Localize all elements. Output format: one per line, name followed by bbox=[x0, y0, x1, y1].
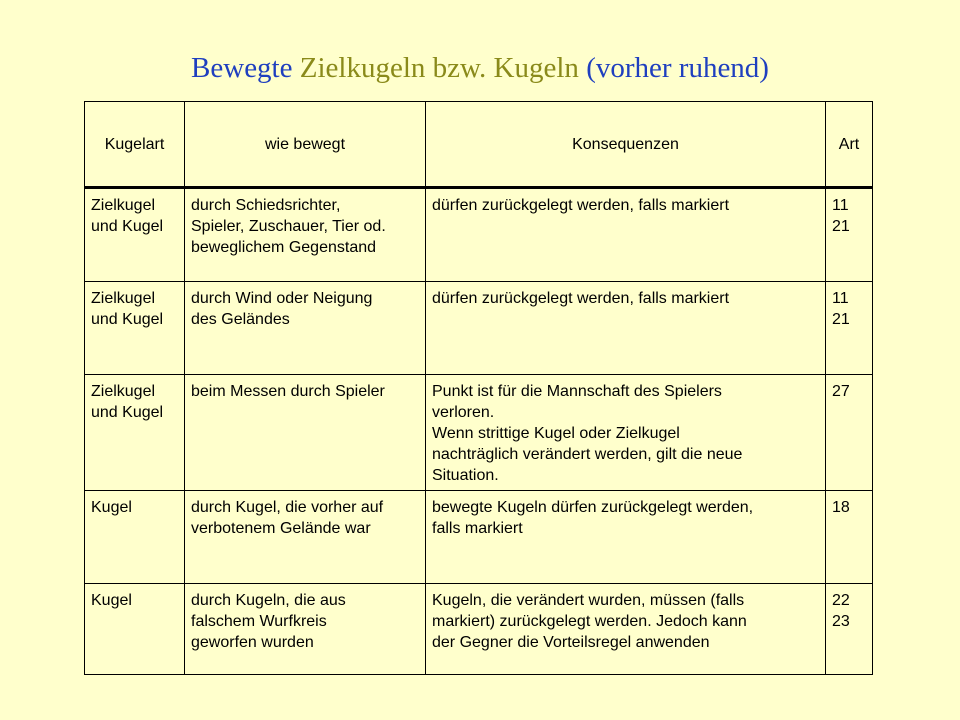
cell-konsequenzen: Punkt ist für die Mannschaft des Spielers verloren. Wenn strittige Kugel oder Zielkugel nachträglich verändert werden, gilt die neue Situation. bbox=[426, 375, 826, 491]
cell-wie-bewegt: durch Schiedsrichter, Spieler, Zuschauer, Tier od. beweglichem Gegenstand bbox=[185, 188, 426, 282]
table-header-row bbox=[85, 102, 873, 188]
cell-konsequenzen: dürfen zurückgelegt werden, falls markiert bbox=[426, 282, 826, 375]
cell-art: 27 bbox=[826, 375, 873, 491]
cell-wie-bewegt: beim Messen durch Spieler bbox=[185, 375, 426, 491]
cell-art: 11 21 bbox=[826, 282, 873, 375]
cell-konsequenzen: Kugeln, die verändert wurden, müssen (falls markiert) zurückgelegt werden. Jedoch kann der Gegner die Vorteilsregel anwenden bbox=[426, 584, 826, 675]
cell-wie-bewegt: durch Wind oder Neigung des Geländes bbox=[185, 282, 426, 375]
table-row bbox=[85, 188, 873, 282]
table-row bbox=[85, 282, 873, 375]
cell-kugelart: Kugel bbox=[85, 584, 185, 675]
table-row bbox=[85, 375, 873, 491]
rules-table bbox=[84, 101, 873, 675]
table-row bbox=[85, 491, 873, 584]
cell-kugelart: Zielkugel und Kugel bbox=[85, 282, 185, 375]
cell-kugelart: Zielkugel und Kugel bbox=[85, 375, 185, 491]
header-art: Art bbox=[826, 102, 873, 188]
title-part-3: (vorher ruhend) bbox=[578, 52, 769, 84]
title-part-2: Zielkugeln bzw. Kugeln bbox=[299, 52, 579, 84]
cell-konsequenzen: dürfen zurückgelegt werden, falls markiert bbox=[426, 188, 826, 282]
cell-art: 18 bbox=[826, 491, 873, 584]
header-wie-bewegt: wie bewegt bbox=[185, 102, 426, 188]
cell-kugelart: Kugel bbox=[85, 491, 185, 584]
title-part-1: Bewegte bbox=[191, 52, 300, 84]
cell-wie-bewegt: durch Kugeln, die aus falschem Wurfkreis geworfen wurden bbox=[185, 584, 426, 675]
cell-art: 22 23 bbox=[826, 584, 873, 675]
header-kugelart: Kugelart bbox=[85, 102, 185, 188]
table-row bbox=[85, 584, 873, 675]
cell-art: 11 21 bbox=[826, 188, 873, 282]
header-konsequenzen: Konsequenzen bbox=[426, 102, 826, 188]
cell-konsequenzen: bewegte Kugeln dürfen zurückgelegt werden, falls markiert bbox=[426, 491, 826, 584]
page-title bbox=[0, 48, 960, 88]
cell-wie-bewegt: durch Kugel, die vorher auf verbotenem Gelände war bbox=[185, 491, 426, 584]
cell-kugelart: Zielkugel und Kugel bbox=[85, 188, 185, 282]
